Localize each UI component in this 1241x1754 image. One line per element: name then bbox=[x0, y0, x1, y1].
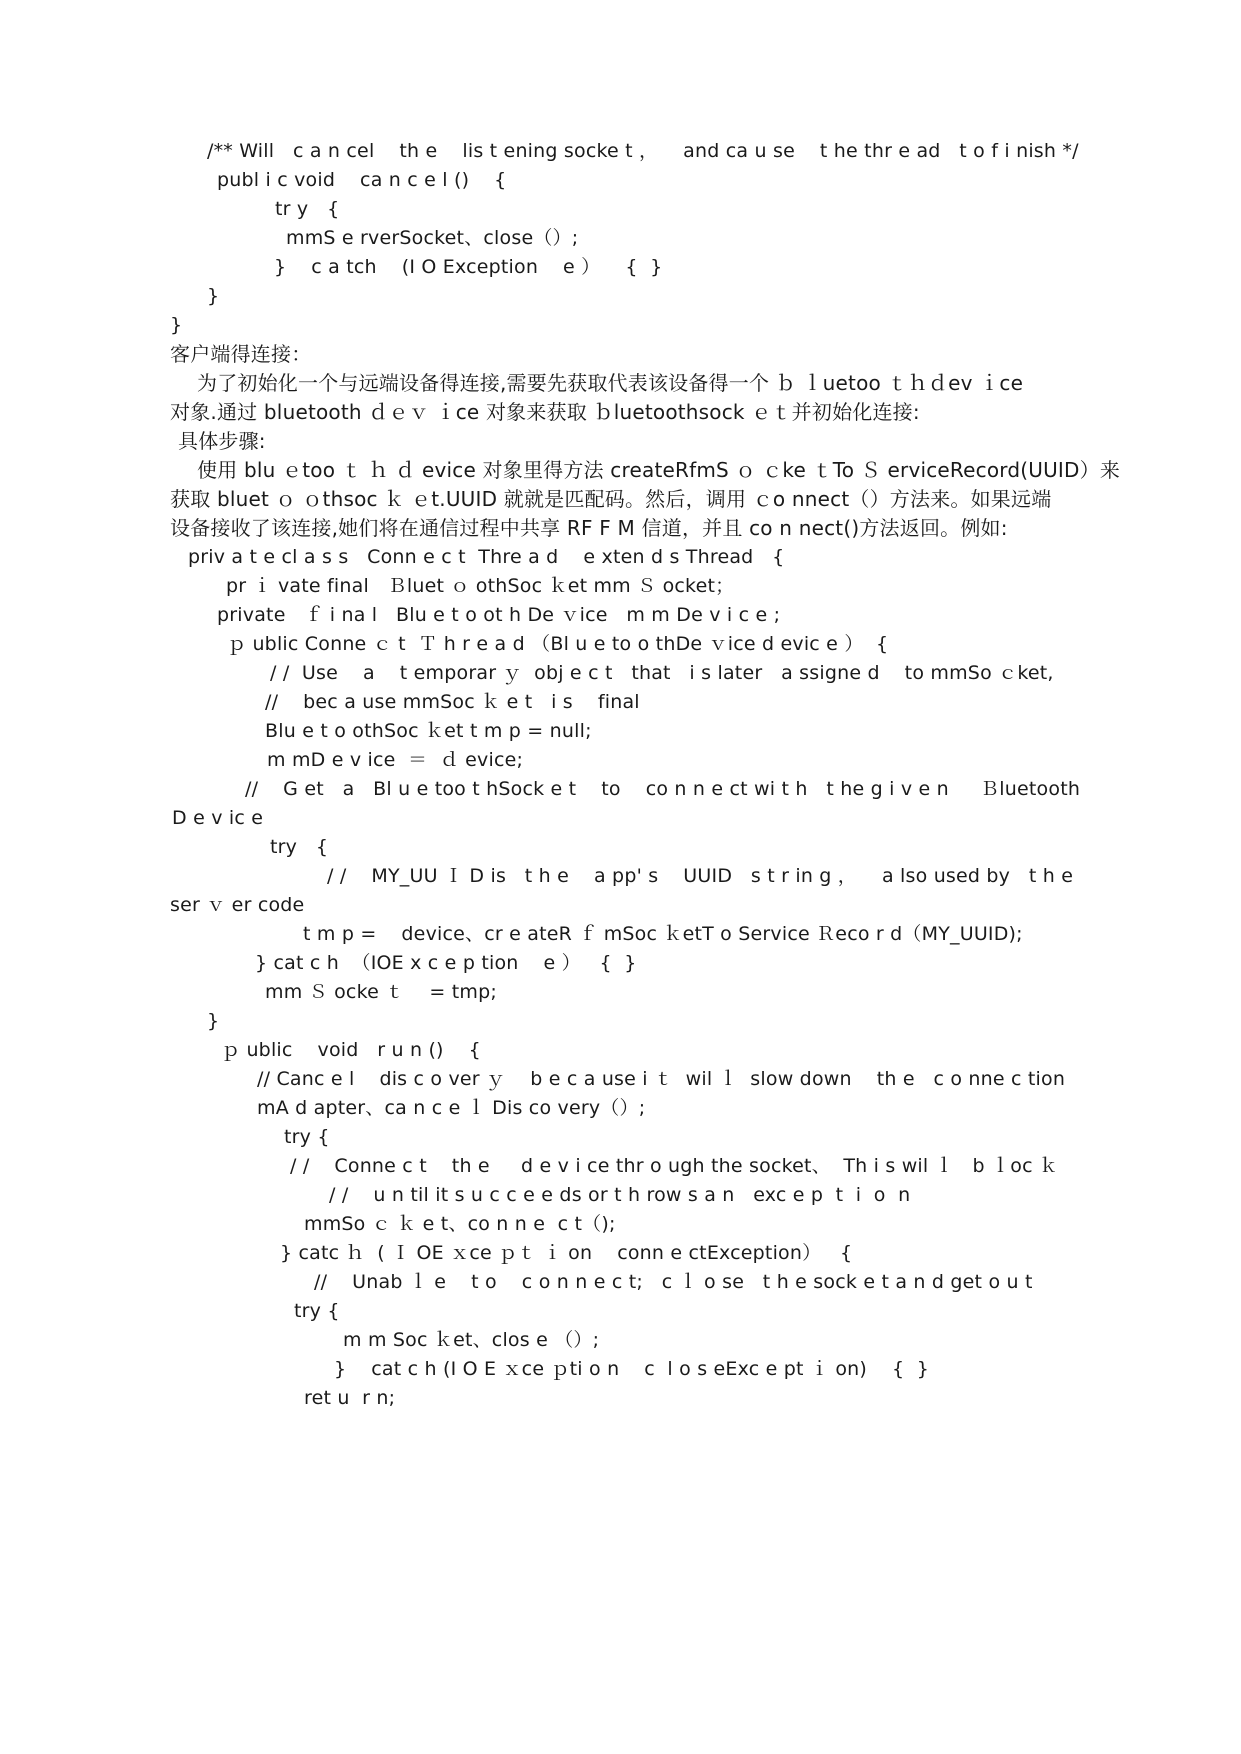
code-line: try { bbox=[270, 836, 329, 858]
code-line: try { bbox=[294, 1300, 340, 1322]
code-line: mm Ｓ ocke ｔ = tmp; bbox=[265, 981, 497, 1003]
code-line: mA d apter、ca n c e ｌ Dis co very（）; bbox=[257, 1097, 646, 1119]
code-line: / / MY_UU Ｉ D is t h e a pp' s UUID s t r in g ， a lso used by t h e bbox=[327, 865, 1074, 887]
code-line: // Unab ｌ e t o c o n n e c t; c ｌ o se t h e sock e t a n d get o u t bbox=[314, 1271, 1033, 1293]
code-line: } bbox=[207, 1010, 220, 1032]
code-line: m m Soc ｋet、clos e （）; bbox=[343, 1329, 600, 1351]
code-line: /** Will c a n cel th e lis t ening socke t ， and ca u se t he thr e ad t o f i nish */ bbox=[207, 140, 1079, 162]
code-line: ser ｖ er code bbox=[170, 894, 305, 916]
code-line: / / Use a t emporar ｙ obj e c t that i s later a ssigne d to mmSo ｃket, bbox=[270, 662, 1054, 684]
paragraph-line: 具体步骤: bbox=[178, 429, 266, 453]
code-line: m mD e v ice ＝ ｄ evice; bbox=[267, 749, 524, 771]
code-line: D e v ic e bbox=[172, 807, 264, 829]
paragraph-line: 对象.通过 bluetooth ｄｅｖ ｉce 对象来获取 ｂluetoothsock ｅｔ并初始化连接: bbox=[170, 400, 920, 424]
code-line: // G et a Bl u e too t hSock e t to co n n e ct wi t h t he g i v e n Ｂluetooth bbox=[245, 778, 1081, 800]
paragraph-line: 设备接收了该连接,她们将在通信过程中共享 RF F M 信道，并且 co n nect()方法返回。例如: bbox=[170, 516, 1008, 540]
code-line: } cat c h （IOE x c e p tion e ） { } bbox=[255, 952, 637, 974]
code-line: private ｆ i na l Blu e t o ot h De ｖice m m De v i c e ; bbox=[217, 604, 781, 626]
code-line: mmSo ｃ ｋ e t、co n n e c t（); bbox=[304, 1213, 616, 1235]
code-line: publ i c void ca n c e l () { bbox=[217, 169, 507, 191]
code-line: / / u n til it s u c c e e ds or t h row s a n exc e p t i o n bbox=[329, 1184, 911, 1206]
code-line: } catc ｈ ( Ｉ OE ｘce ｐｔ ｉ on conn e ctException） { bbox=[280, 1242, 853, 1264]
code-line: t m p = device、cr e ateR ｆ mSoc ｋetT o Service Ｒeco r d（MY_UUID); bbox=[303, 923, 1023, 945]
code-line: ｐ ublic Conne ｃ t Ｔ h r e a d （Bl u e to o thDe ｖice d evic e ） { bbox=[227, 633, 889, 655]
code-line: tr y { bbox=[275, 198, 340, 220]
code-line: // bec a use mmSoc ｋ e t i s final bbox=[265, 691, 640, 713]
code-line: mmS e rverSocket、close（）; bbox=[286, 227, 579, 249]
section-heading: 客户端得连接： bbox=[170, 342, 312, 366]
code-line: } bbox=[207, 285, 220, 307]
code-line: pr ｉ vate final Ｂluet ｏ othSoc ｋet mm Ｓ ocket； bbox=[226, 575, 735, 597]
code-line: Blu e t o othSoc ｋet t m p = null; bbox=[265, 720, 592, 742]
code-line: } cat c h (I O E ｘce ｐti o n c l o s eExc e pt ｉ on) { } bbox=[334, 1358, 930, 1380]
code-line: } c a tch (I O Exception e ） { } bbox=[274, 256, 663, 278]
paragraph-line: 使用 blu ｅtoo ｔ ｈ ｄ evice 对象里得方法 createRfmS ｏ ｃke ｔTo Ｓ erviceRecord(UUID）来 bbox=[197, 458, 1121, 482]
code-line: priv a t e cl a s s Conn e c t Thre a d e xten d s Thread { bbox=[188, 546, 785, 568]
paragraph-line: 为了初始化一个与远端设备得连接,需要先获取代表该设备得一个 ｂ ｌuetoo ｔｈｄev ｉce bbox=[197, 371, 1024, 395]
code-line: // Canc e l dis c o ver ｙ b e c a use i ｔ wil ｌ slow down th e c o nne c tion bbox=[257, 1068, 1066, 1090]
code-line: / / Conne c t th e d e v i ce thr o ugh the socket、 Th i s wil ｌ b ｌoc ｋ bbox=[290, 1155, 1059, 1177]
code-line: try { bbox=[284, 1126, 330, 1148]
code-line: } bbox=[170, 314, 183, 336]
paragraph-line: 获取 bluet ｏ ｏthsoc ｋ ｅt.UUID 就就是匹配码。然后，调用 ｃo nnect（）方法来。如果远端 bbox=[170, 487, 1052, 511]
code-line: ret u r n; bbox=[304, 1387, 396, 1409]
code-line: ｐ ublic void r u n () { bbox=[221, 1039, 481, 1061]
